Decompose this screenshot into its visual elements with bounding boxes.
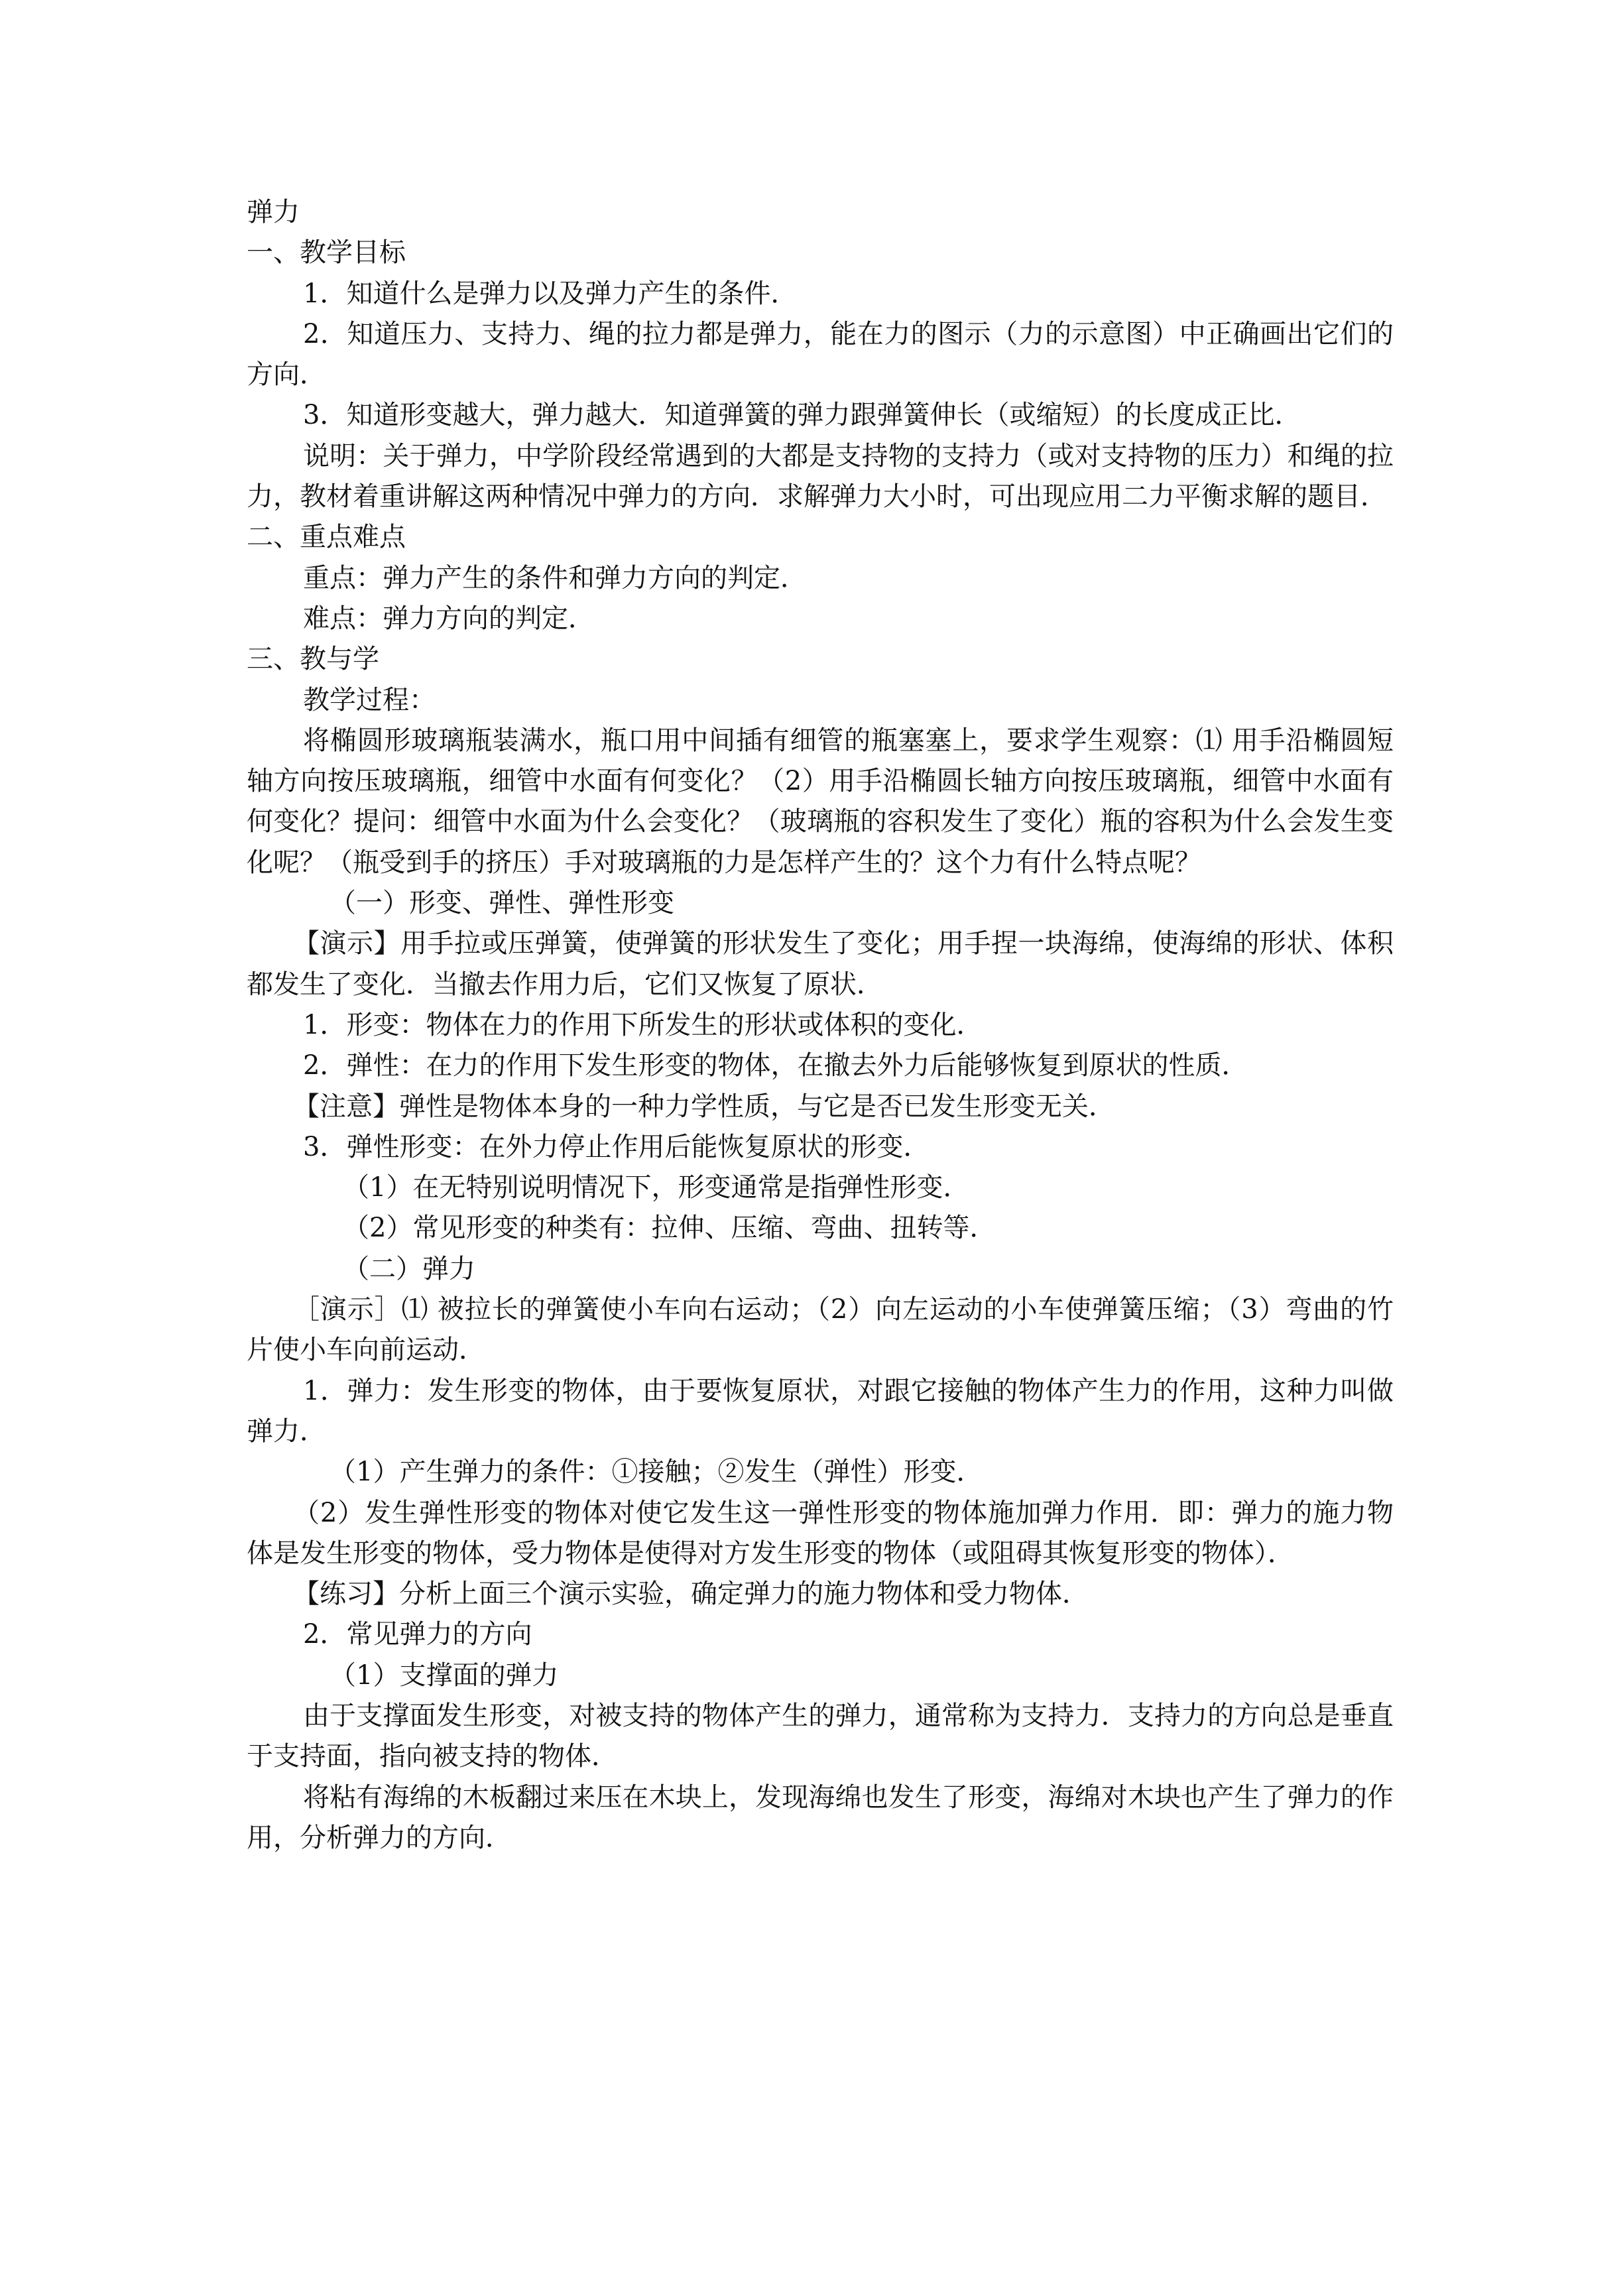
paragraph: 将椭圆形玻璃瓶装满水，瓶口用中间插有细管的瓶塞塞上，要求学生观察：⑴ 用手沿椭圆短轴方向按压玻璃瓶，细管中水面有何变化？（2）用手沿椭圆长轴方向按压玻璃瓶，细管中水面有何变化？提问：细管中水面为什么会变化？（玻璃瓶的容积发生了变化）瓶的容积为什么会发生变化呢？（瓶受到手的挤压）手对玻璃瓶的力是怎样产生的？这个力有什么特点呢？ <box>247 725 1394 878</box>
paragraph: （1）产生弹力的条件：①接触；②发生（弹性）形变． <box>330 1457 983 1488</box>
paragraph: 1．知道什么是弹力以及弹力产生的条件． <box>303 278 798 309</box>
paragraph: 1．形变：物体在力的作用下所发生的形状或体积的变化． <box>303 1009 983 1040</box>
paragraph: 3．知道形变越大，弹力越大．知道弹簧的弹力跟弹簧伸长（或缩短）的长度成正比． <box>303 400 1301 431</box>
paragraph: 由于支撑面发生形变，对被支持的物体产生的弹力，通常称为支持力．支持力的方向总是垂直于支持面，指向被支持的物体． <box>247 1700 1394 1772</box>
paragraph: 说明：关于弹力，中学阶段经常遇到的大都是支持物的支持力（或对支持物的压力）和绳的拉力，教材着重讲解这两种情况中弹力的方向．求解弹力大小时，可出现应用二力平衡求解的题目． <box>247 440 1394 513</box>
paragraph-list <box>247 233 1394 1858</box>
paragraph: 重点：弹力产生的条件和弹力方向的判定． <box>303 562 807 593</box>
paragraph: ［演示］⑴ 被拉长的弹簧使小车向右运动；（2）向左运动的小车使弹簧压缩；（3）弯曲的竹片使小车向前运动． <box>247 1294 1394 1366</box>
paragraph: 教学过程： <box>303 684 436 715</box>
paragraph: （2）发生弹性形变的物体对使它发生这一弹性形变的物体施加弹力作用．即：弹力的施力物体是发生形变的物体，受力物体是使得对方发生形变的物体（或阻碍其恢复形变的物体）． <box>247 1497 1394 1569</box>
paragraph: （一）形变、弹性、弹性形变 <box>330 888 674 919</box>
paragraph: 1．弹力：发生形变的物体，由于要恢复原状，对跟它接触的物体产生力的作用，这种力叫做弹力． <box>247 1375 1394 1447</box>
paragraph: 【练习】分析上面三个演示实验，确定弹力的施力物体和受力物体． <box>293 1579 1089 1610</box>
paragraph: 难点：弹力方向的判定． <box>303 603 595 634</box>
paragraph: 将粘有海绵的木板翻过来压在木块上，发现海绵也发生了形变，海绵对木块也产生了弹力的作用，分析弹力的方向． <box>247 1782 1394 1853</box>
paragraph: 2．常见弹力的方向 <box>303 1619 532 1650</box>
document-title: 弹力 <box>247 197 300 227</box>
paragraph: 【演示】用手拉或压弹簧，使弹簧的形状发生了变化；用手捏一块海绵，使海绵的形状、体积都发生了变化．当撤去作用力后，它们又恢复了原状． <box>247 928 1394 1000</box>
document-body <box>247 192 1394 1858</box>
paragraph: （1）在无特别说明情况下，形变通常是指弹性形变． <box>343 1172 970 1203</box>
paragraph: （2）常见形变的种类有：拉伸、压缩、弯曲、扭转等． <box>343 1213 996 1244</box>
section-heading: 三、教与学 <box>247 644 379 675</box>
paragraph: 3．弹性形变：在外力停止作用后能恢复原状的形变． <box>303 1131 930 1162</box>
paragraph: 2．知道压力、支持力、绳的拉力都是弹力，能在力的图示（力的示意图）中正确画出它们的方向． <box>247 318 1394 391</box>
paragraph: 2．弹性：在力的作用下发生形变的物体，在撤去外力后能够恢复到原状的性质． <box>303 1050 1248 1081</box>
section-heading: 一、教学目标 <box>247 237 406 269</box>
paragraph: （1）支撑面的弹力 <box>330 1660 559 1691</box>
paragraph: （二）弹力 <box>343 1253 475 1284</box>
paragraph: 【注意】弹性是物体本身的一种力学性质，与它是否已发生形变无关． <box>293 1091 1115 1122</box>
section-heading: 二、重点难点 <box>247 522 406 553</box>
